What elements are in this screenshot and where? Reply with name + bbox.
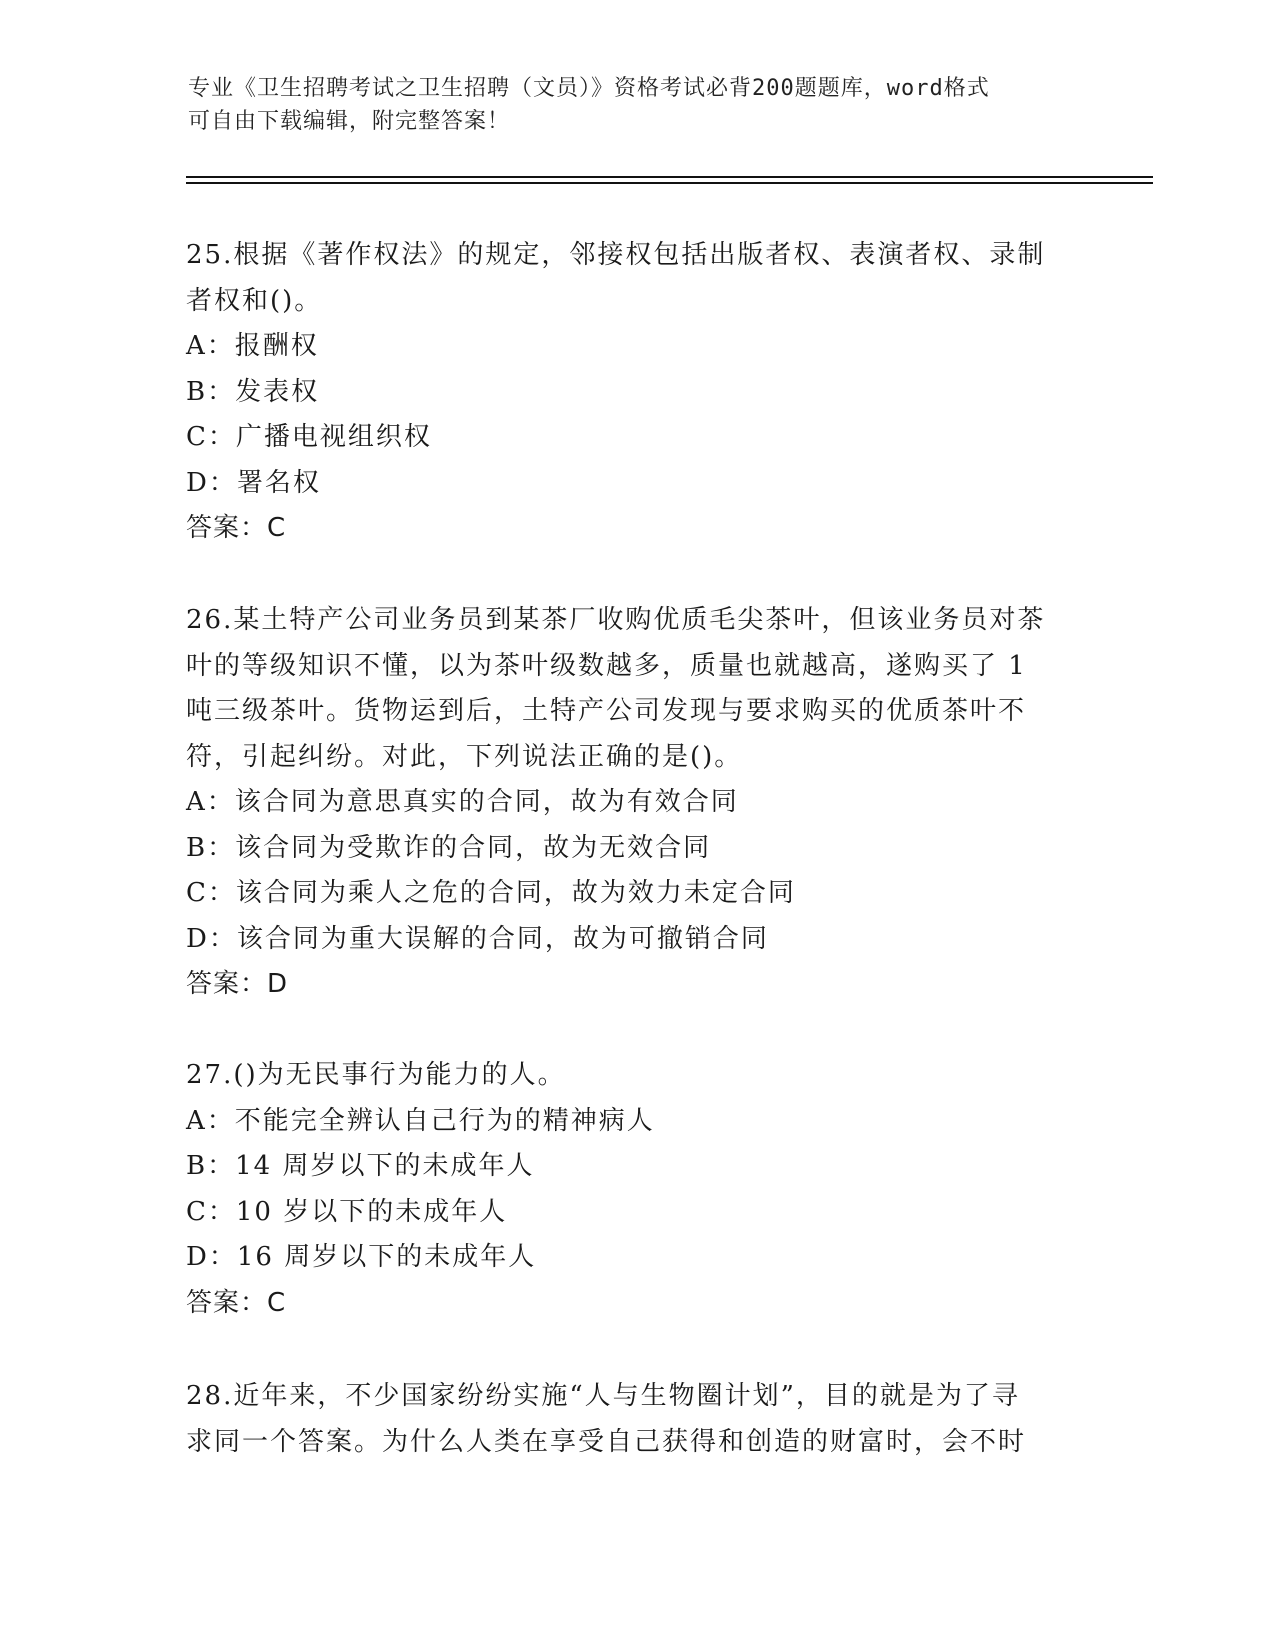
option-a: A：该合同为意思真实的合同，故为有效合同 [186, 787, 739, 817]
option-c: C：该合同为乘人之危的合同，故为效力未定合同 [186, 878, 796, 908]
answer-label: 答案：D [186, 969, 289, 999]
option-a: A：不能完全辨认自己行为的精神病人 [186, 1105, 655, 1136]
question-26 [186, 598, 1086, 1008]
question-27 [186, 1053, 1086, 1326]
option-c: C：10 岁以下的未成年人 [186, 1196, 508, 1227]
option-b: B：14 周岁以下的未成年人 [186, 1151, 535, 1181]
header-divider-bottom [186, 182, 1153, 184]
answer-label: 答案：C [186, 1287, 287, 1318]
question-stem-line: 吨三级茶叶。货物运到后，土特产公司发现与要求购买的优质茶叶不 [186, 696, 1027, 726]
question-stem-line: 28.近年来，不少国家纷纷实施“人与生物圈计划”，目的就是为了寻 [186, 1381, 1020, 1411]
header-divider-top [186, 176, 1153, 178]
document-header [188, 72, 1088, 138]
option-b: B：该合同为受欺诈的合同，故为无效合同 [186, 832, 712, 863]
question-stem-line: 者权和()。 [186, 285, 323, 316]
header-line-1: 专业《卫生招聘考试之卫生招聘（文员）》资格考试必背200题题库，word格式 [188, 76, 990, 101]
question-stem-line: 求同一个答案。为什么人类在享受自己获得和创造的财富时，会不时 [186, 1426, 1027, 1457]
option-d: D：该合同为重大误解的合同，故为可撤销合同 [186, 923, 769, 954]
option-a: A：报酬权 [186, 331, 319, 361]
header-line-2: 可自由下载编辑，附完整答案！ [188, 109, 511, 134]
answer-label: 答案：C [186, 513, 287, 543]
question-stem-line: 25.根据《著作权法》的规定，邻接权包括出版者权、表演者权、录制 [186, 240, 1046, 270]
option-d: D：署名权 [186, 467, 321, 498]
option-b: B：发表权 [186, 376, 320, 407]
option-c: C：广播电视组织权 [186, 422, 432, 452]
question-25 [186, 233, 1086, 552]
question-stem-line: 叶的等级知识不懂，以为茶叶级数越多，质量也就越高，遂购买了 1 [186, 650, 1027, 681]
option-d: D：16 周岁以下的未成年人 [186, 1242, 537, 1272]
question-stem-line: 27.()为无民事行为能力的人。 [186, 1060, 566, 1090]
question-stem-line: 符，引起纠纷。对此，下列说法正确的是()。 [186, 741, 743, 772]
question-stem-line: 26.某土特产公司业务员到某茶厂收购优质毛尖茶叶，但该业务员对茶 [186, 605, 1046, 635]
question-28 [186, 1374, 1086, 1465]
